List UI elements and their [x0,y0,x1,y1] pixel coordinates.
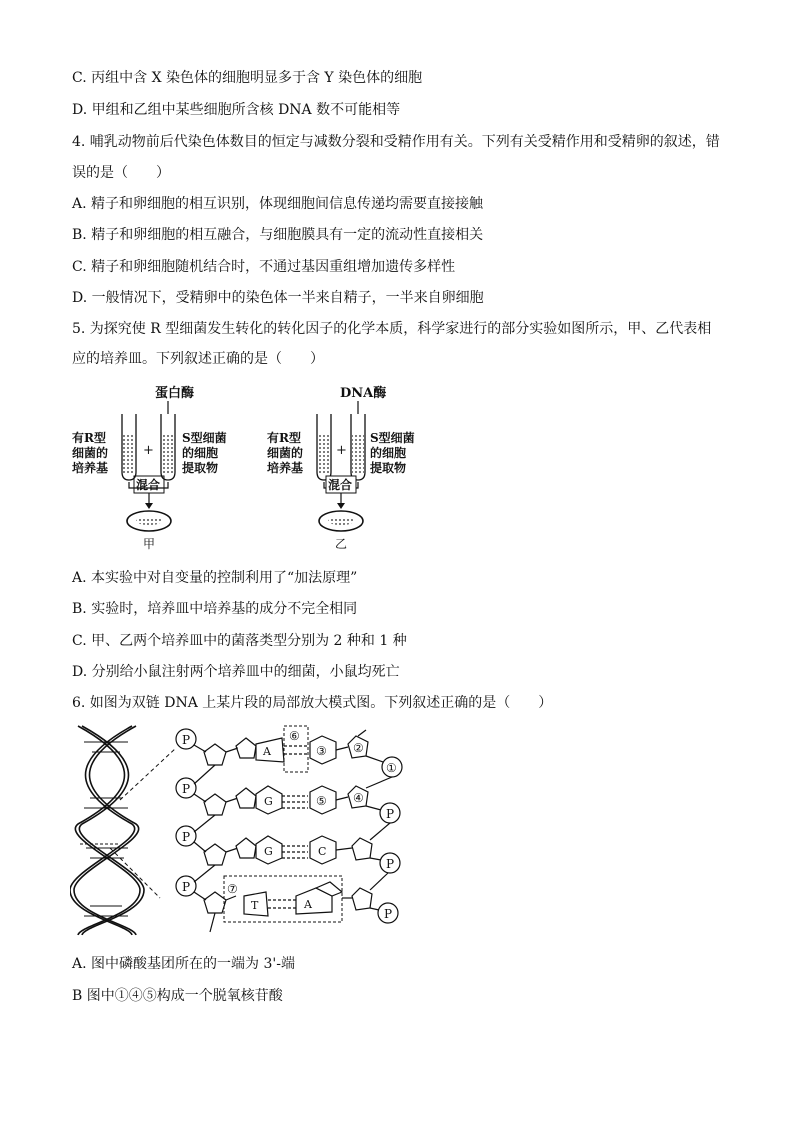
right-bases [296,736,342,914]
dish-label-right: 乙 [335,537,348,551]
svg-text:G: G [264,795,273,808]
q4-option-b: B. 精子和卵细胞的相互融合，与细胞膜具有一定的流动性直接相关 [72,227,484,243]
enzyme-label-left: 蛋白酶 [155,386,195,401]
svg-text:A: A [263,745,271,758]
svg-text:C: C [318,845,327,858]
svg-text:有R型: 有R型 [72,431,106,445]
hydrogen-bonds [268,746,308,908]
q5-stem-line2: 应的培养皿。下列叙述正确的是（ ） [72,351,324,367]
svg-text:P: P [182,830,191,844]
label-4: ④ [353,791,364,805]
q5-option-b: B. 实验时，培养皿中培养基的成分不完全相同 [72,601,358,617]
svg-text:P: P [386,857,395,871]
svg-text:细菌的: 细菌的 [267,446,304,460]
dish-label-left: 甲 [143,537,156,551]
q4-option-a: A. 精子和卵细胞的相互识别，体现细胞间信息传递均需要直接接触 [72,196,484,212]
svg-text:T: T [251,899,259,912]
svg-text:③: ③ [316,744,327,758]
left-backbone [176,729,238,932]
plus-right: + [336,443,347,458]
svg-text:P: P [386,807,395,821]
q4-option-d: D. 一般情况下，受精卵中的染色体一半来自精子，一半来自卵细胞 [72,290,484,306]
svg-text:P: P [182,733,191,747]
svg-text:G: G [264,845,273,858]
q4-stem-line1: 4. 哺乳动物前后代染色体数目的恒定与减数分裂和受精作用有关。下列有关受精作用和受精卵的叙述，错 [72,134,720,150]
svg-text:的细胞: 的细胞 [370,446,407,460]
svg-text:细菌的: 细菌的 [72,446,109,460]
label-6: ⑥ [289,729,300,743]
svg-text:的细胞: 的细胞 [182,446,219,460]
q4-option-c: C. 精子和卵细胞随机结合时，不通过基因重组增加遗传多样性 [72,259,456,275]
svg-text:S型细菌: S型细菌 [370,431,415,445]
svg-text:P: P [182,782,191,796]
mix-label-right: 混合 [328,478,353,492]
dna-helix [70,726,144,935]
svg-text:P: P [182,880,191,894]
label-2: ② [353,741,364,755]
q3-option-c: C. 丙组中含 X 染色体的细胞明显多于含 Y 染色体的细胞 [72,70,423,86]
q6-dna-figure [70,720,415,940]
q6-stem: 6. 如图为双链 DNA 上某片段的局部放大模式图。下列叙述正确的是（ ） [72,695,553,711]
label-1: ① [386,761,397,775]
q5-option-c: C. 甲、乙两个培养皿中的菌落类型分别为 2 种和 1 种 [72,633,407,649]
svg-text:培养基: 培养基 [267,461,304,475]
q5-experiment-figure [70,378,440,558]
q6-option-a: A. 图中磷酸基团所在的一端为 3'-端 [72,956,295,972]
mix-label-left: 混合 [136,478,161,492]
q5-stem-line1: 5. 为探究使 R 型细菌发生转化的转化因子的化学本质，科学家进行的部分实验如图所示，甲、乙代表相 [72,321,712,337]
svg-text:提取物: 提取物 [182,461,219,475]
label-7: ⑦ [227,882,238,896]
plus-left: + [143,443,154,458]
experiment-left [72,385,227,551]
svg-text:培养基: 培养基 [72,461,109,475]
q6-option-b: B 图中①④⑤构成一个脱氧核苷酸 [72,988,283,1004]
q4-stem-line2: 误的是（ ） [72,165,170,181]
q5-option-a: A. 本实验中对自变量的控制利用了“加法原理” [72,570,358,586]
svg-text:S型细菌: S型细菌 [182,431,227,445]
svg-text:提取物: 提取物 [370,461,407,475]
right-backbone [336,730,402,923]
experiment-right [267,385,415,551]
q5-option-d: D. 分别给小鼠注射两个培养皿中的细菌，小鼠均死亡 [72,664,400,680]
enzyme-label-right: DNA酶 [340,386,387,401]
svg-text:⑤: ⑤ [316,794,327,808]
q3-option-d: D. 甲组和乙组中某些细胞所含核 DNA 数不可能相等 [72,102,401,118]
svg-text:有R型: 有R型 [267,431,301,445]
svg-text:A: A [304,898,312,911]
svg-text:P: P [384,907,393,921]
left-bases [236,738,284,916]
